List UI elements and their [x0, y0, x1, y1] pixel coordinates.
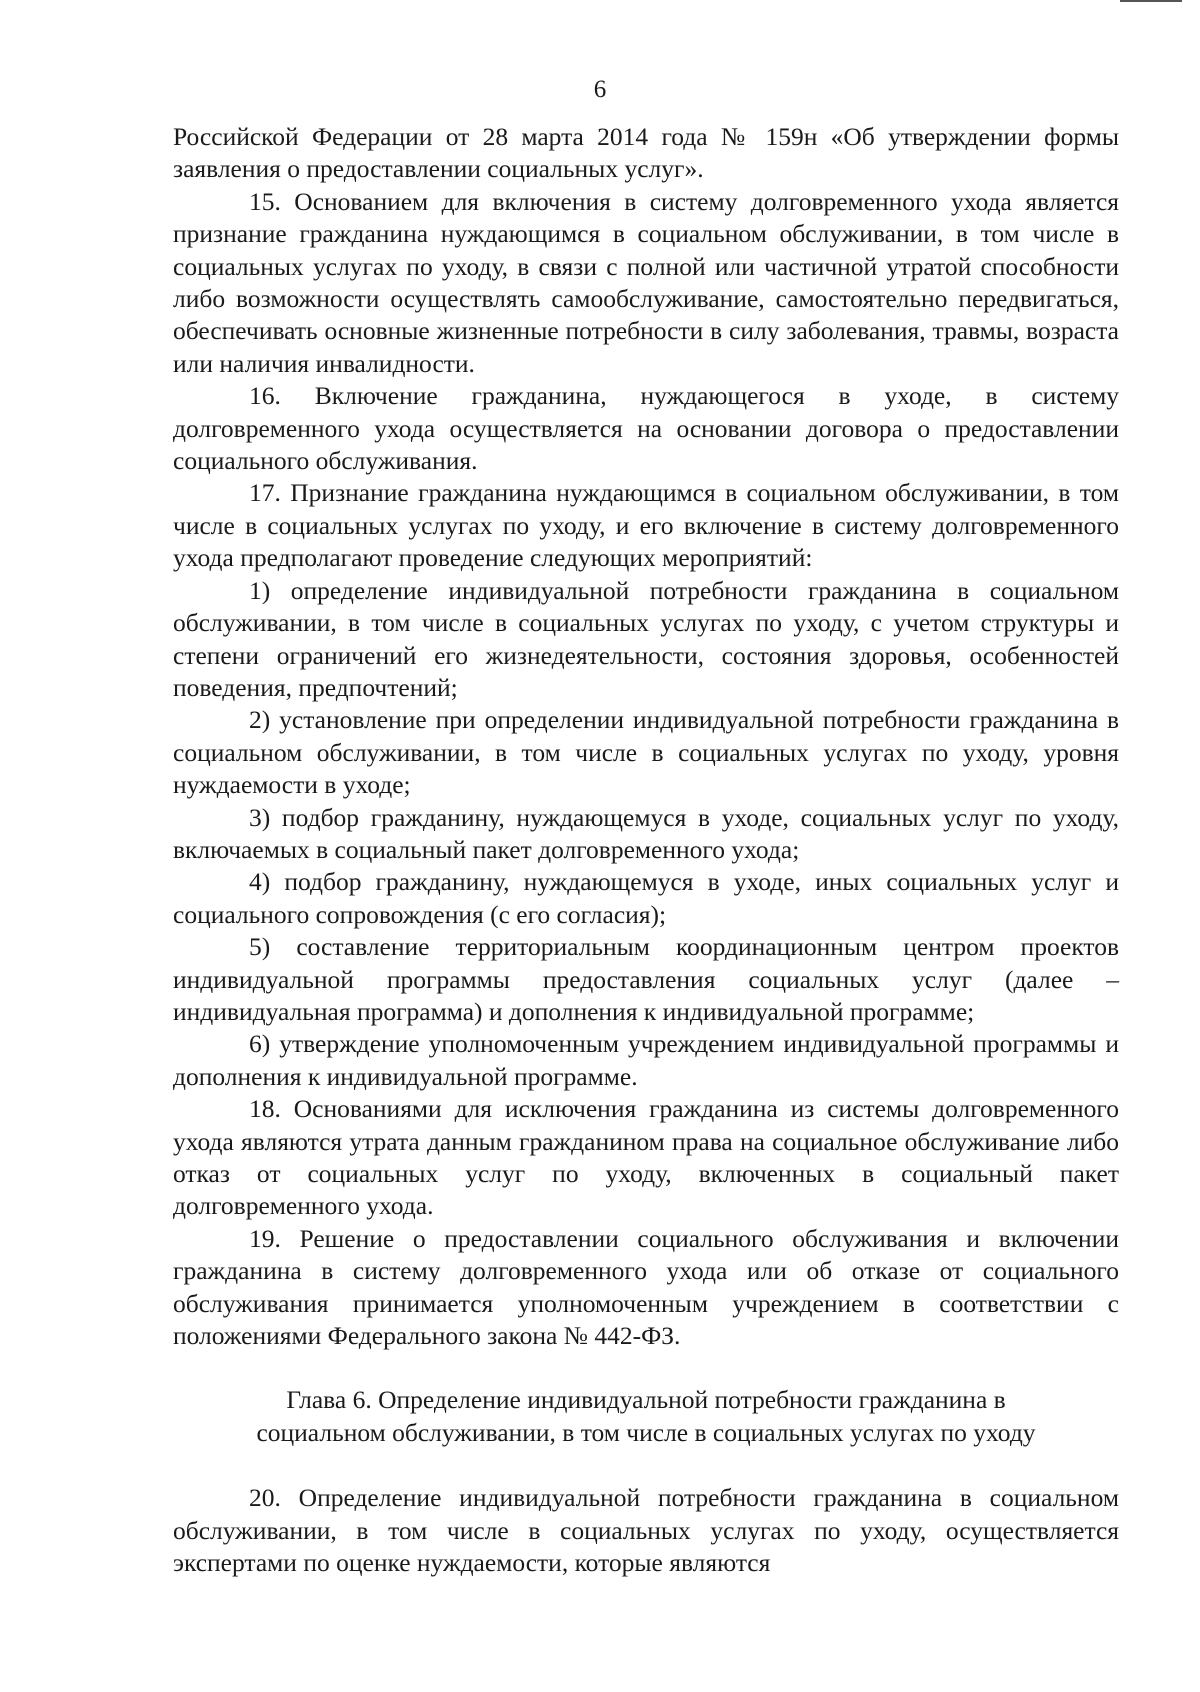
paragraph-17: 17. Признание гражданина нуждающимся в социальном обслуживании, в том числе в социальных услугах по уходу, и его включение в систему долговременного ухода предполагают проведение следующих мероприятий:: [173, 478, 1119, 573]
list-item-2: 2) установление при определении индивидуальной потребности гражданина в социальном обслуживании, в том числе в социальных услугах по уходу, уровня нуждаемости в уходе;: [173, 705, 1119, 800]
paragraph-20: 20. Определение индивидуальной потребности гражданина в социальном обслуживании, в том числе в социальных услугах по уходу, осуществляется экспертами по оценке нуждаемости, которые являются: [173, 1483, 1119, 1578]
top-edge-rule: [1120, 0, 1182, 2]
chapter-heading-line-2: социальном обслуживании, в том числе в социальных услугах по уходу: [256, 1417, 1036, 1447]
document-body: [173, 121, 1119, 1579]
paragraph-16: 16. Включение гражданина, нуждающегося в уходе, в систему долговременного ухода осуществляется на основании договора о предоставлении социального обслуживания.: [173, 381, 1119, 476]
paragraph-15: 15. Основанием для включения в систему долговременного ухода является признание гражданина нуждающимся в социальном обслуживании, в том числе в социальных услугах по уходу, в связи с полной или частичной утратой способности либо возможности осуществлять самообслуживание, самостоятельно передвигаться, обеспечивать основные жизненные потребности в силу заболевания, травмы, возраста или наличия инвалидности.: [173, 186, 1119, 378]
paragraph-continuation: Российской Федерации от 28 марта 2014 года № 159н «Об утверждении формы заявления о предоставлении социальных услуг».: [173, 122, 1119, 184]
list-item-3: 3) подбор гражданину, нуждающемуся в уходе, социальных услуг по уходу, включаемых в социальный пакет долговременного ухода;: [173, 802, 1119, 864]
list-item-1: 1) определение индивидуальной потребности гражданина в социальном обслуживании, в том числе в социальных услугах по уходу, с учетом структуры и степени ограничений его жизнедеятельности, состояния здоровья, особенностей поведения, предпочтений;: [173, 575, 1119, 702]
list-item-4: 4) подбор гражданину, нуждающемуся в уходе, иных социальных услуг и социального сопровождения (с его согласия);: [173, 867, 1119, 929]
list-item-6: 6) утверждение уполномоченным учреждением индивидуальной программы и дополнения к индивидуальной программе.: [173, 1029, 1119, 1091]
page-number: 6: [593, 76, 607, 103]
chapter-heading: [173, 1384, 1119, 1449]
chapter-heading-line-1: Глава 6. Определение индивидуальной потребности гражданина в: [286, 1385, 1006, 1415]
list-item-5: 5) составление территориальным координационным центром проектов индивидуальной программы предоставления социальных услуг (далее – индивидуальная программа) и дополнения к индивидуальной программе;: [173, 932, 1119, 1026]
paragraph-19: 19. Решение о предоставлении социального обслуживания и включении гражданина в систему долговременного ухода или об отказе от социального обслуживания принимается уполномоченным учреждением в соответствии с положениями Федерального закона № 442-ФЗ.: [173, 1223, 1119, 1351]
paragraph-18: 18. Основаниями для исключения гражданина из системы долговременного ухода являются утрата данным гражданином права на социальное обслуживание либо отказ от социальных услуг по уходу, включенных в социальный пакет долговременного ухода.: [173, 1094, 1119, 1221]
